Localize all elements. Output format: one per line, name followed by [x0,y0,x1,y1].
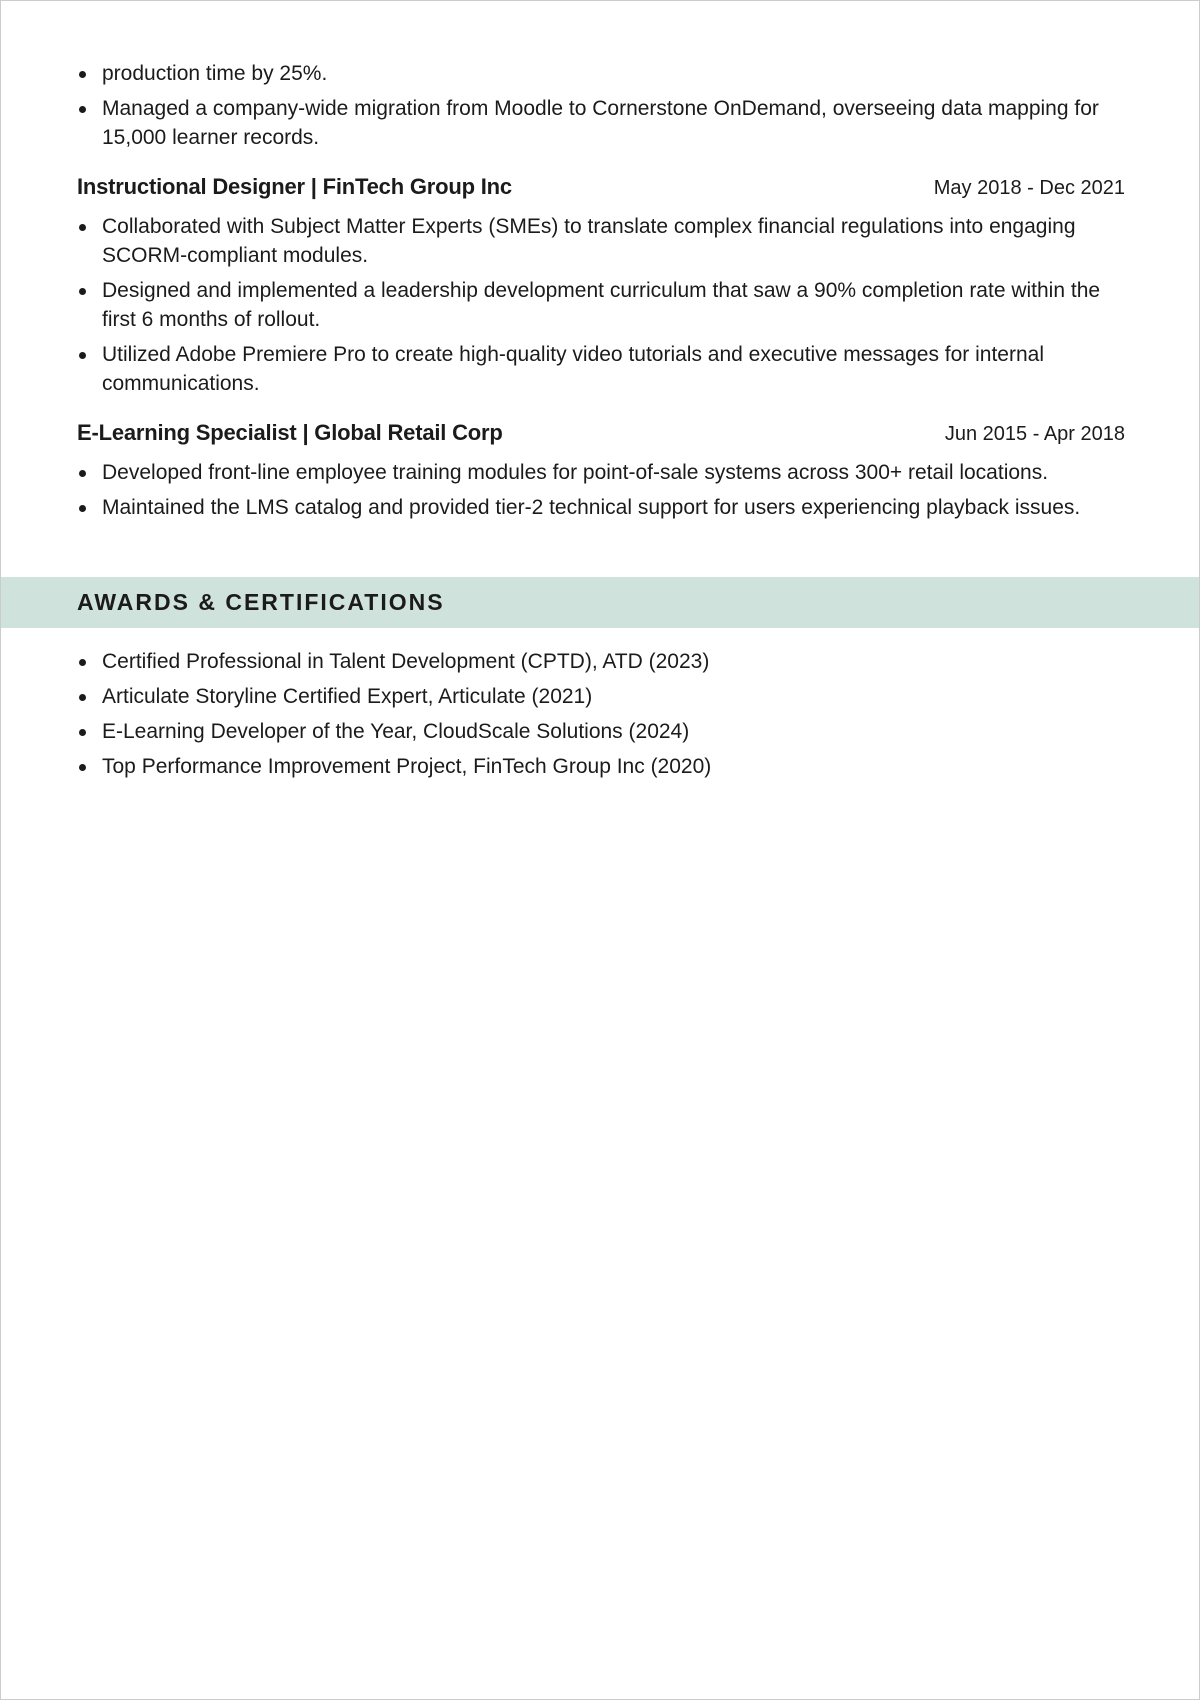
list-item: Collaborated with Subject Matter Experts (SMEs) to translate complex financial regulations into engaging SCORM-compliant modules. [77,212,1125,270]
job-entry [77,420,1125,522]
list-item: Developed front-line employee training modules for point-of-sale systems across 300+ retail locations. [77,458,1125,487]
list-item: Top Performance Improvement Project, FinTech Group Inc (2020) [77,752,1125,781]
list-item: Designed and implemented a leadership development curriculum that saw a 90% completion rate within the first 6 months of rollout. [77,276,1125,334]
awards-list [77,647,1125,781]
list-item: Certified Professional in Talent Development (CPTD), ATD (2023) [77,647,1125,676]
job-title: E-Learning Specialist | Global Retail Corp [77,420,503,445]
job-entry [77,174,1125,398]
section-title: AWARDS & CERTIFICATIONS [77,589,445,615]
job-bullet-list [77,212,1125,398]
job-header [77,420,1125,452]
job-dates: May 2018 - Dec 2021 [933,177,1125,199]
job-header [77,174,1125,206]
awards-section [77,647,1125,787]
job-title: Instructional Designer | FinTech Group Inc [77,174,512,199]
list-item: Articulate Storyline Certified Expert, Articulate (2021) [77,682,1125,711]
job-bullet-list [77,458,1125,522]
list-item: Managed a company-wide migration from Moodle to Cornerstone OnDemand, overseeing data mapping for 15,000 learner records. [77,94,1125,152]
list-item: Utilized Adobe Premiere Pro to create high-quality video tutorials and executive messages for internal communications. [77,340,1125,398]
job-dates: Jun 2015 - Apr 2018 [944,423,1125,445]
list-item: E-Learning Developer of the Year, CloudScale Solutions (2024) [77,717,1125,746]
list-item: production time by 25%. [77,59,1125,88]
list-item: Maintained the LMS catalog and provided tier-2 technical support for users experiencing playback issues. [77,493,1125,522]
awards-section-header [1,577,1199,628]
continued-bullet-list [77,59,1125,152]
experience-section [77,59,1125,528]
